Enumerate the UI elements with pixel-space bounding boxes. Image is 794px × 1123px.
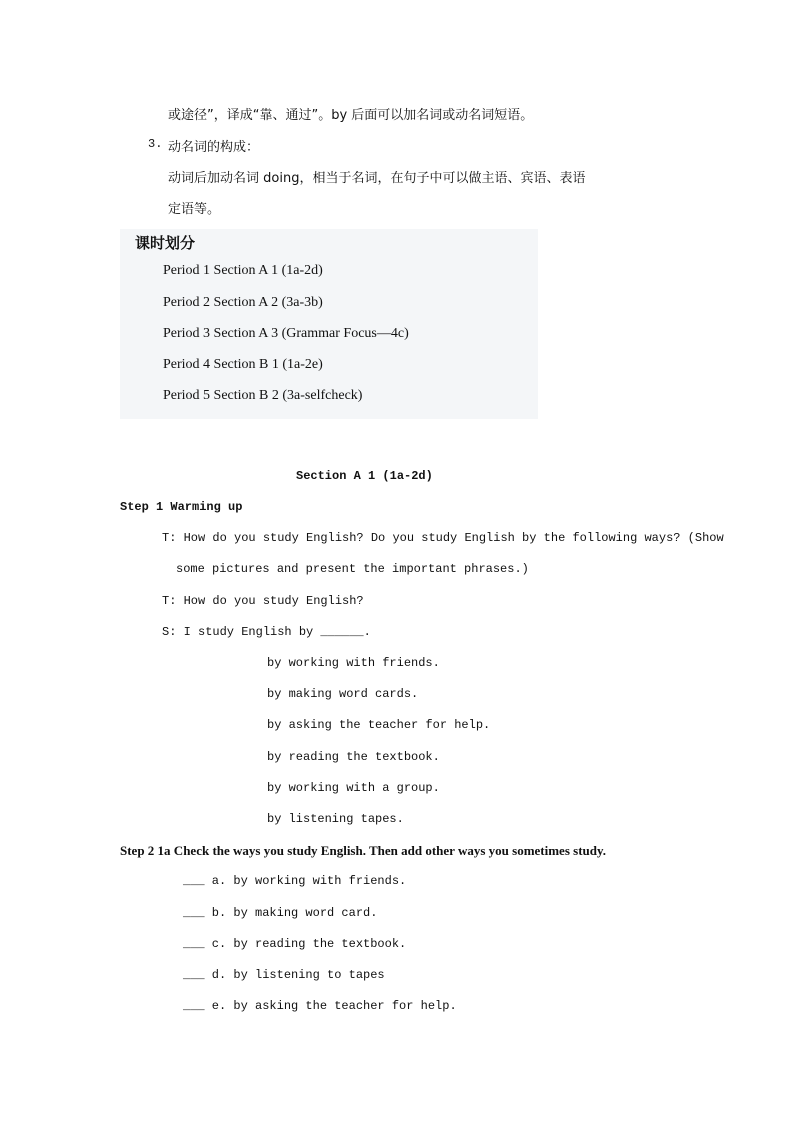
period-item: Period 1 Section A 1 (1a-2d) <box>163 263 323 278</box>
period-division-heading: 课时划分 <box>135 234 196 252</box>
checklist-item: ___ a. by working with friends. <box>183 874 407 888</box>
answer-option: by working with a group. <box>267 781 440 795</box>
checklist-item: ___ b. by making word card. <box>183 906 378 920</box>
period-item: Period 5 Section B 2 (3a-selfcheck) <box>163 388 363 403</box>
item-3-line-1: 动词后加动名词 doing，相当于名词，在句子中可以做主语、宾语、表语 <box>168 171 586 186</box>
teacher-line-cont: some pictures and present the important phrases.) <box>176 562 529 576</box>
item-3-line-2: 定语等。 <box>168 202 221 217</box>
item-3-title: 动名词的构成： <box>168 140 260 155</box>
step-1-heading: Step 1 Warming up <box>120 500 243 514</box>
lesson-title: Section A 1 (1a-2d) <box>296 469 433 483</box>
period-item: Period 3 Section A 3 (Grammar Focus—4c) <box>163 326 409 341</box>
checklist-item: ___ c. by reading the textbook. <box>183 937 407 951</box>
intro-line-1: 或途径”，译成“靠、通过”。by 后面可以加名词或动名词短语。 <box>168 108 534 123</box>
teacher-line: T: How do you study English? Do you study English by the following ways? (Show <box>162 531 724 545</box>
checklist-item: ___ e. by asking the teacher for help. <box>183 999 457 1013</box>
checklist-item: ___ d. by listening to tapes <box>183 968 385 982</box>
period-item: Period 2 Section A 2 (3a-3b) <box>163 295 323 310</box>
period-item: Period 4 Section B 1 (1a-2e) <box>163 357 323 372</box>
student-answer: S: I study English by ______. <box>162 625 371 639</box>
step-2-heading: Step 2 1a Check the ways you study English. Then add other ways you sometimes study. <box>120 843 607 858</box>
answer-option: by asking the teacher for help. <box>267 718 491 732</box>
answer-option: by listening tapes. <box>267 812 404 826</box>
item-3-number: 3. <box>148 137 163 151</box>
answer-option: by working with friends. <box>267 656 440 670</box>
answer-option: by reading the textbook. <box>267 750 440 764</box>
answer-option: by making word cards. <box>267 687 419 701</box>
teacher-question: T: How do you study English? <box>162 594 364 608</box>
